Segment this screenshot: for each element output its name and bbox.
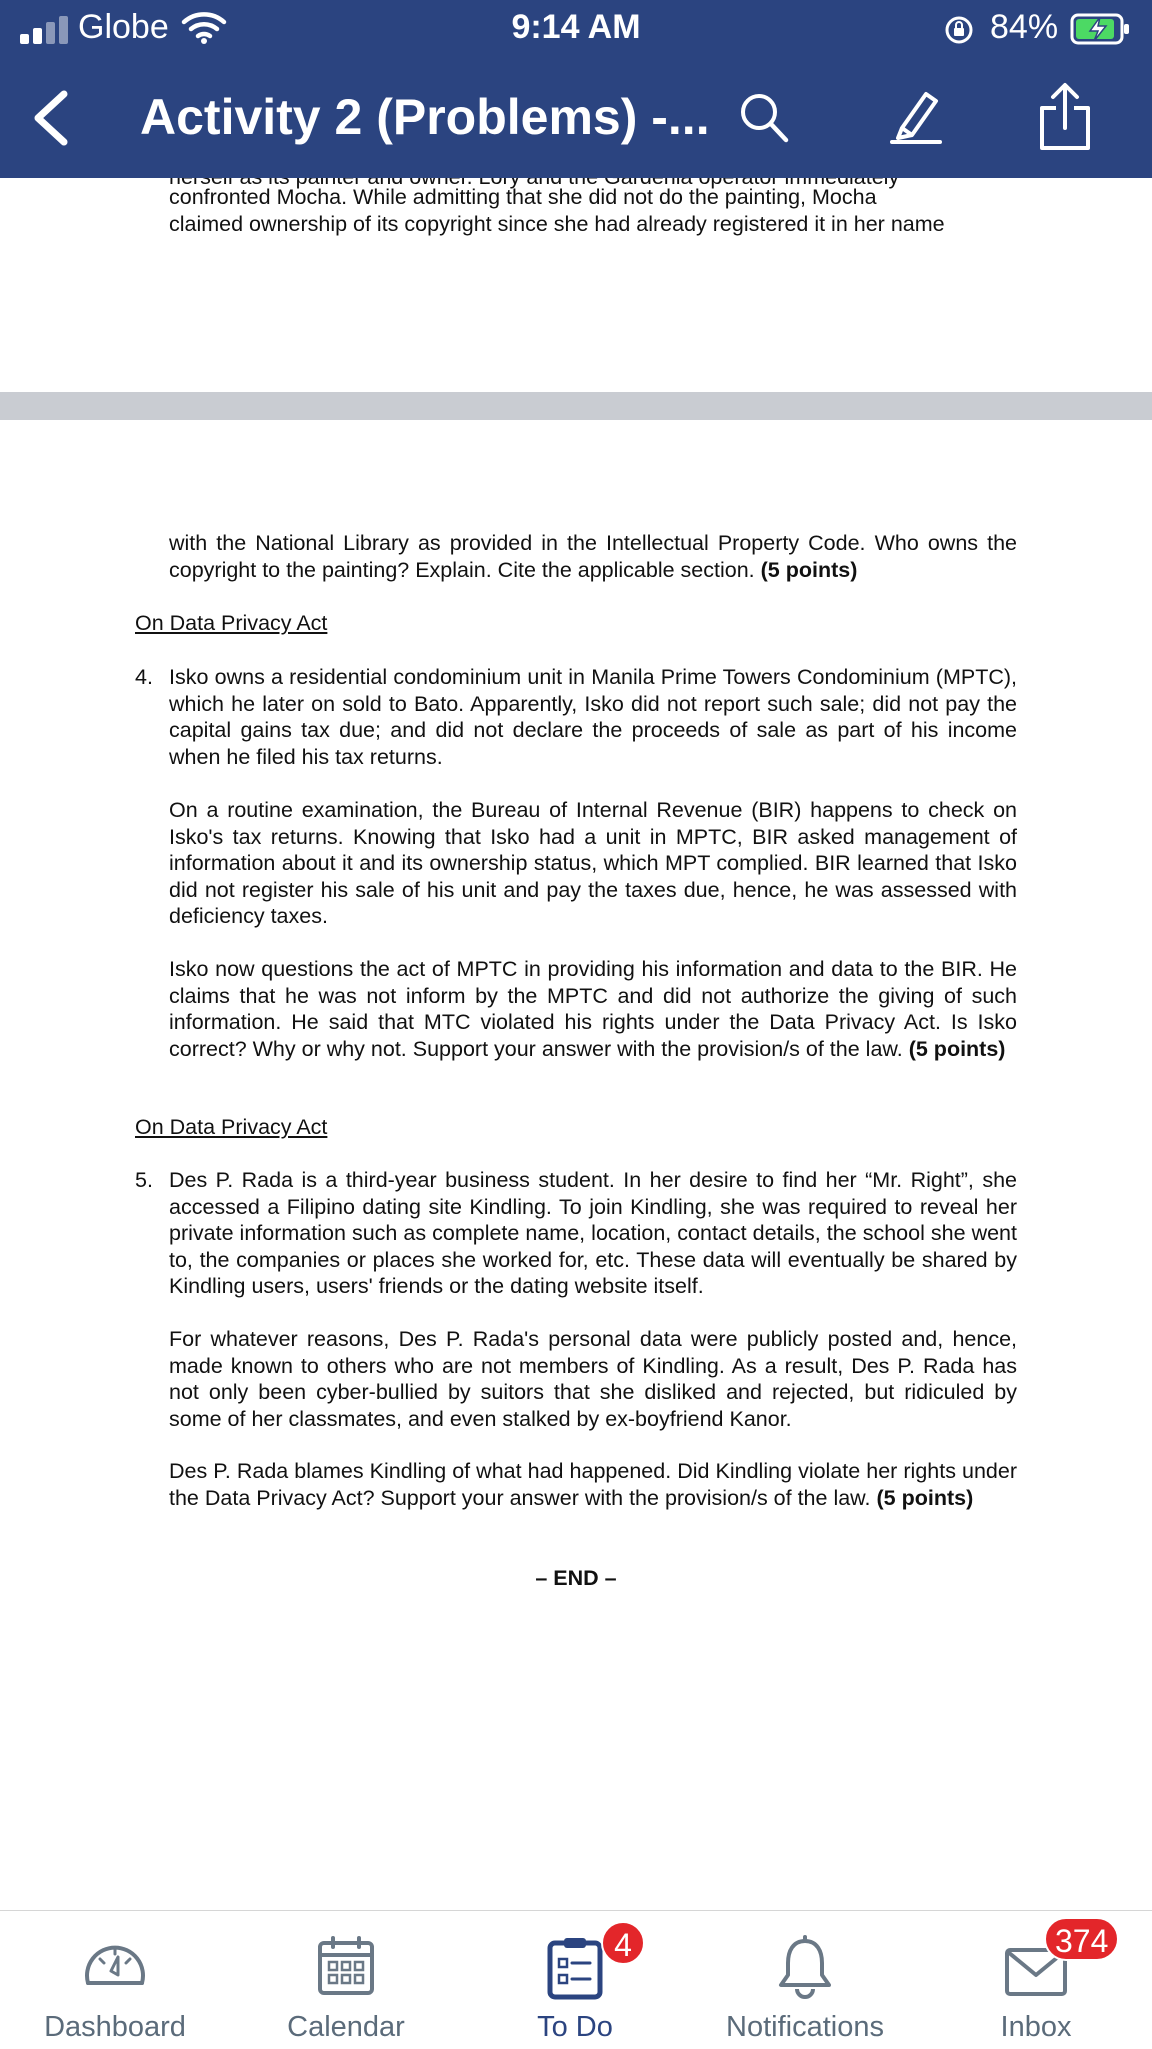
status-time: 9:14 AM (511, 8, 641, 46)
end-marker: – END – (535, 1566, 617, 1590)
rotation-lock-icon (944, 15, 974, 45)
question-number: 4. (135, 665, 153, 689)
tab-label: Inbox (1000, 2011, 1072, 2043)
bottom-tab-bar (0, 1910, 1152, 2048)
section-heading: On Data Privacy Act (135, 1115, 328, 1139)
back-button[interactable] (28, 88, 74, 148)
bell-icon (776, 1935, 834, 2001)
battery-charging-icon (1070, 13, 1132, 45)
paragraph: Des P. Rada is a third-year business student. In her desire to find her “Mr. Right”, she accessed a Filipino dating site Kindling. To join Kindling, she was required to reveal her private information such as complete name, location, contact details, the school she went to, the companies or places she worked for, etc. These data will eventually be shared by Kindling users, users' friends or the dating website itself. (169, 1168, 1017, 1298)
battery-percent: 84% (990, 8, 1059, 46)
text-line: confronted Mocha. While admitting that she did not do the painting, Mocha (169, 185, 877, 209)
share-icon[interactable] (1036, 82, 1094, 152)
status-bar (0, 0, 1152, 58)
document-page-1 (0, 160, 1152, 392)
paragraph: For whatever reasons, Des P. Rada's personal data were publicly posted and, hence, made known to others who are not members of Kindling. As a result, Des P. Rada has not only been cyber-bullied by suitors that she disliked and rejected, but ridiculed by some of her classmates, and even stalked by ex-boyfriend Kanor. (169, 1327, 1017, 1431)
tab-label: Notifications (726, 2011, 884, 2043)
todo-badge: 4 (601, 1921, 645, 1965)
inbox-badge: 374 (1044, 1917, 1119, 1961)
paragraph: Des P. Rada blames Kindling of what had happened. Did Kindling violate her rights under the Data Privacy Act? Support your answer with the provision/s of the law. (5 points) (169, 1459, 1017, 1510)
nav-bar (0, 70, 1152, 170)
tab-inbox[interactable] (936, 1911, 1136, 2049)
text-line: claimed ownership of its copyright since she had already registered it in her name (169, 211, 945, 236)
app-header (0, 0, 1152, 178)
tab-todo[interactable] (475, 1911, 675, 2049)
tab-label: To Do (537, 2011, 613, 2043)
section-heading: On Data Privacy Act (135, 611, 328, 635)
document-page-2 (0, 420, 1152, 1910)
paragraph: with the National Library as provided in the Intellectual Property Code. Who owns the copyright to the painting? Explain. Cite the applicable section. (5 points) (169, 531, 1017, 582)
carrier-name: Globe (78, 8, 169, 46)
paragraph: On a routine examination, the Bureau of Internal Revenue (BIR) happens to check on Isko's tax returns. Knowing that Isko had a unit in MPTC, BIR asked management of information about it and its ownership status, which MPT complied. BIR learned that Isko did not register his sale of his unit and pay the taxes due, hence, he was assessed with deficiency taxes. (169, 798, 1017, 928)
tab-label: Dashboard (44, 2011, 186, 2043)
question-number: 5. (135, 1168, 153, 1192)
todo-icon (546, 1935, 604, 2001)
annotate-pen-icon[interactable] (888, 86, 944, 146)
page-separator (0, 392, 1152, 420)
paragraph: Isko owns a residential condominium unit in Manila Prime Towers Condominium (MPTC), which he later on sold to Bato. Apparently, Isko did not report such sale; did not pay the capital gains tax due; and did not declare the proceeds of sale as part of his income when he filed his tax returns. (169, 665, 1017, 769)
tab-notifications[interactable] (705, 1911, 905, 2049)
search-icon[interactable] (738, 90, 790, 146)
tab-label: Calendar (287, 2011, 405, 2043)
page1-text (169, 184, 1017, 237)
calendar-icon (317, 1935, 375, 1997)
tab-dashboard[interactable] (15, 1911, 215, 2049)
paragraph: Isko now questions the act of MPTC in providing his information and data to the BIR. He claims that he was not inform by the MPTC and did not authorize the giving of such information. He said that MTC violated his rights under the Data Privacy Act. Is Isko correct? Why or why not. Support your answer with the provision/s of the law. (5 points) (169, 957, 1017, 1061)
dashboard-icon (80, 1935, 150, 1991)
page-title: Activity 2 (Problems) -... (140, 89, 710, 145)
tab-calendar[interactable] (246, 1911, 446, 2049)
